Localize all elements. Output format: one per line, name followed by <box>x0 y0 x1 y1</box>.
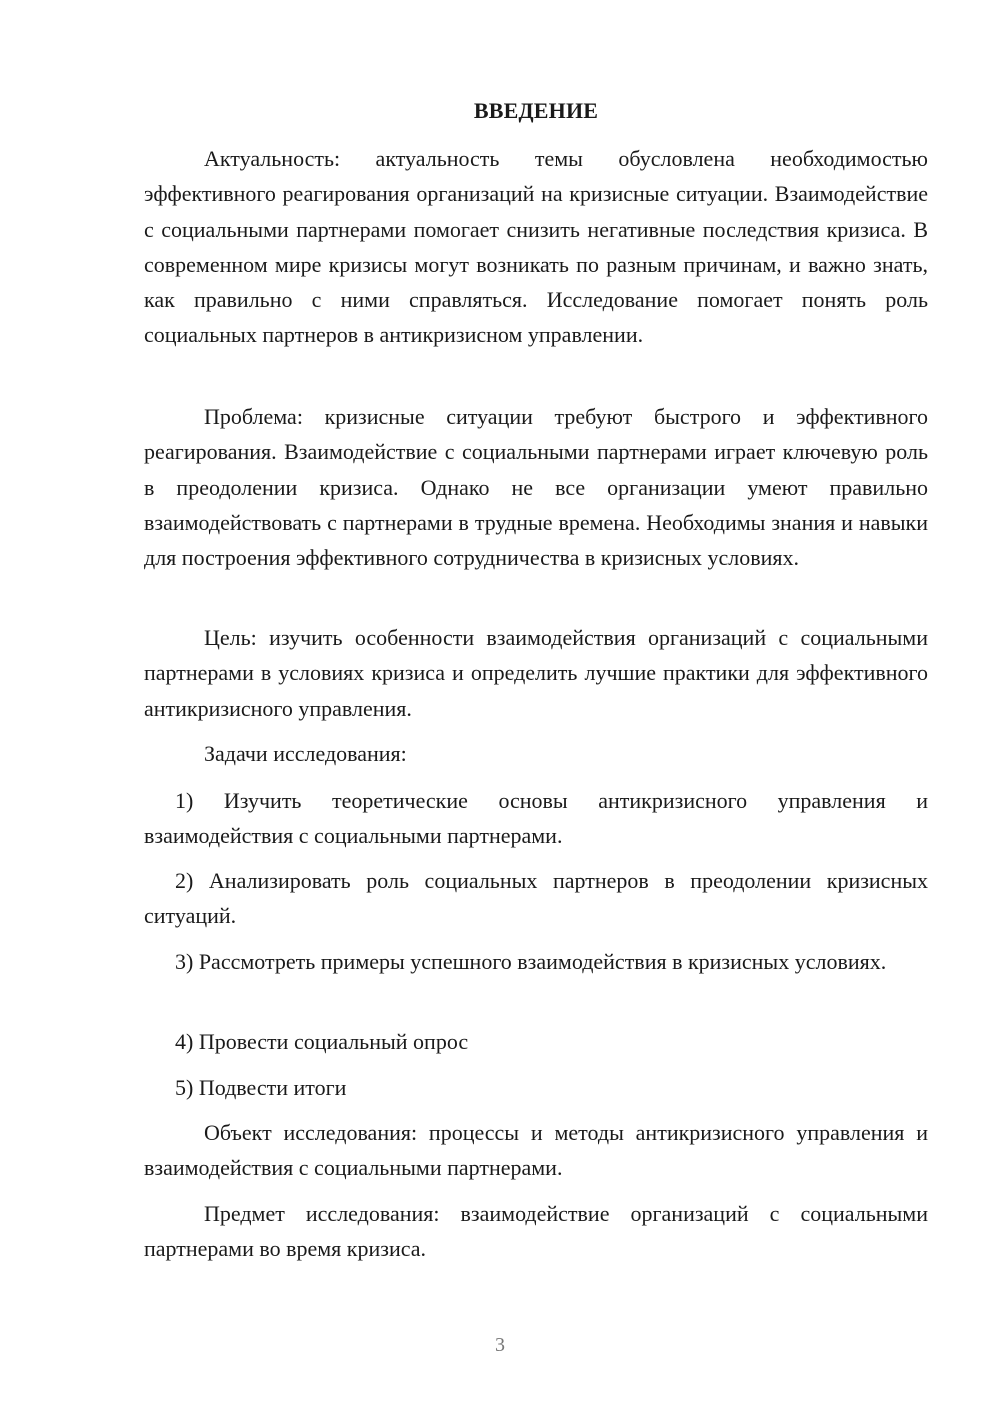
paragraph-tasks-heading: Задачи исследования: <box>204 741 407 766</box>
task-item-2: 2) Анализировать роль социальных партнеров в преодолении кризисных ситуаций. <box>144 868 928 929</box>
section-title: ВВЕДЕНИЕ <box>473 98 599 123</box>
task-item-4: 4) Провести социальный опрос <box>175 1029 469 1054</box>
paragraph-goal: Цель: изучить особенности взаимодействия организаций с социальными партнерами в условиях кризиса и определить лучшие практики для эффективного антикризисного управления. <box>144 625 928 721</box>
paragraph-problem: Проблема: кризисные ситуации требуют быстрого и эффективного реагирования. Взаимодействие с социальными партнерами играет ключевую роль в преодолении кризиса. Однако не все организации умеют правильно взаимодействовать с партнерами в трудные времена. Необходимы знания и навыки для построения эффективного сотрудничества в кризисных условиях. <box>144 404 928 571</box>
page-number: 3 <box>495 1334 505 1356</box>
paragraph-subject: Предмет исследования: взаимодействие организаций с социальными партнерами во время кризиса. <box>144 1201 928 1262</box>
task-item-5: 5) Подвести итоги <box>175 1075 347 1100</box>
paragraph-object: Объект исследования: процессы и методы антикризисного управления и взаимодействия с социальными партнерами. <box>144 1120 928 1181</box>
task-item-3: 3) Рассмотреть примеры успешного взаимодействия в кризисных условиях. <box>175 949 887 974</box>
paragraph-relevance: Актуальность: актуальность темы обусловлена необходимостью эффективного реагирования организаций на кризисные ситуации. Взаимодействие с социальными партнерами помогает снизить негативные последствия кризиса. В современном мире кризисы могут возникать по разным причинам, и важно знать, как правильно с ними справляться. Исследование помогает понять роль социальных партнеров в антикризисном управлении. <box>144 146 928 348</box>
task-item-1: 1) Изучить теоретические основы антикризисного управления и взаимодействия с социальными партнерами. <box>144 788 928 849</box>
